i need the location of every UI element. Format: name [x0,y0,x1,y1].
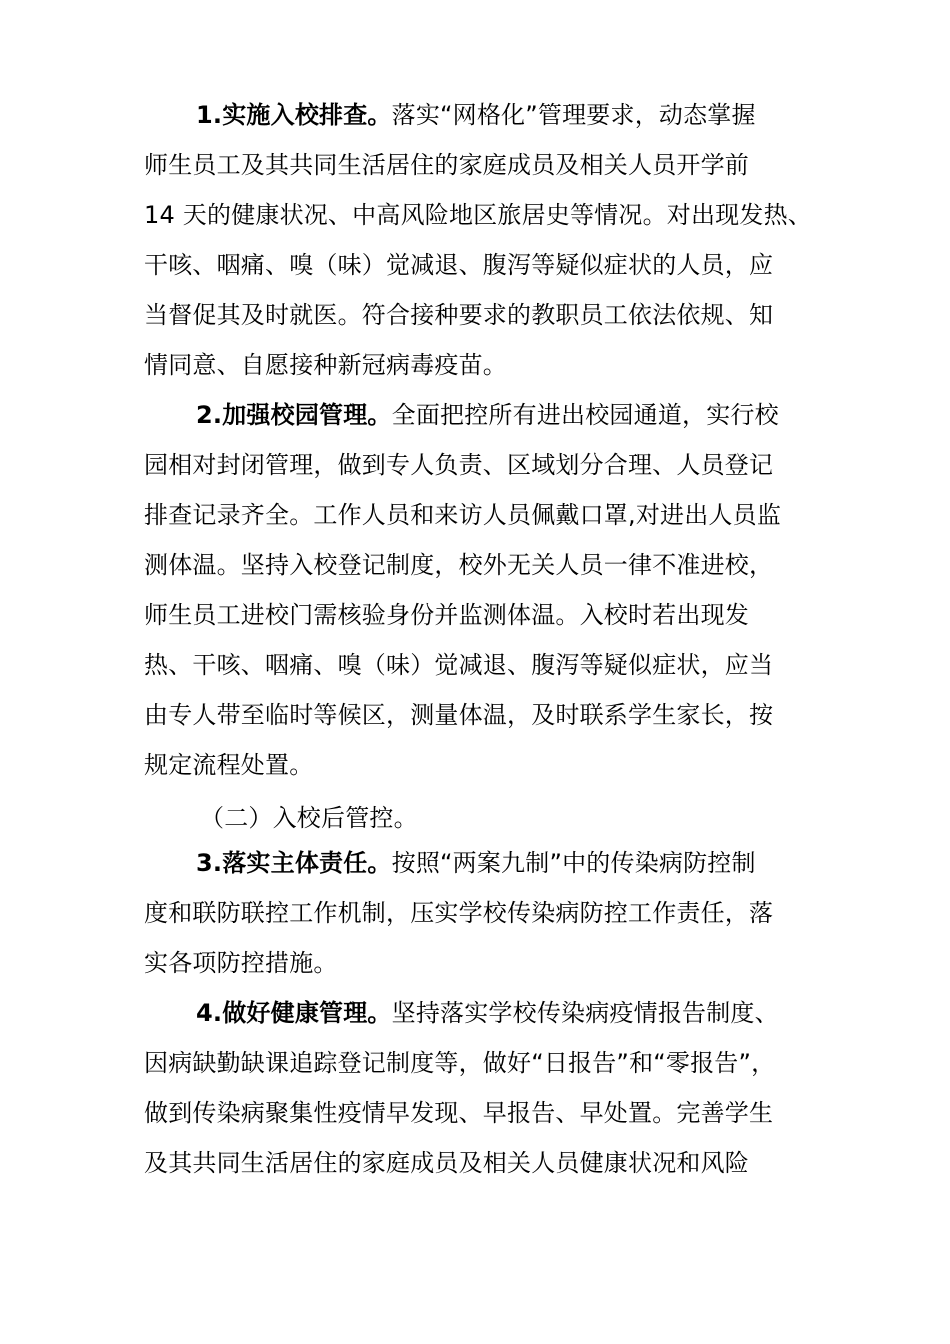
paragraph-2-line-2: 园相对封闭管理，做到专人负责、区域划分合理、人员登记 [144,451,774,479]
paragraph-2-line-8: 规定流程处置。 [144,751,314,779]
section-subheading: （二）入校后管控。 [200,804,418,832]
paragraph-2-text: 全面把控所有进出校园通道，实行校 [391,401,779,429]
paragraph-1-line-3: 14 天的健康状况、中高风险地区旅居史等情况。对出现发热、 [144,201,812,229]
paragraph-4-line-2: 因病缺勤缺课追踪登记制度等，做好“日报告”和“零报告”， [144,1049,776,1077]
paragraph-3-line-1 [196,838,866,888]
paragraph-2-line-7: 由专人带至临时等候区，测量体温，及时联系学生家长，按 [144,701,774,729]
paragraph-2-line-4: 测体温。坚持入校登记制度，校外无关人员一律不准进校， [144,551,774,579]
paragraph-1-heading: 1.实施入校排查。 [196,101,392,129]
paragraph-1-line-6: 情同意、自愿接种新冠病毒疫苗。 [144,351,507,379]
paragraph-1-line-5: 当督促其及时就医。符合接种要求的教职员工依法依规、知 [144,301,774,329]
paragraph-3-text: 按照“两案九制”中的传染病防控制 [391,849,756,877]
paragraph-3-heading: 3.落实主体责任。 [196,849,392,877]
paragraph-2-line-6: 热、干咳、咽痛、嗅（味）觉减退、腹泻等疑似症状，应当 [144,651,774,679]
paragraph-4-line-4: 及其共同生活居住的家庭成员及相关人员健康状况和风险 [144,1149,749,1177]
paragraph-2-heading: 2.加强校园管理。 [196,401,392,429]
paragraph-2-line-3: 排查记录齐全。工作人员和来访人员佩戴口罩,对进出人员监 [144,501,782,529]
paragraph-1-line-1 [196,90,866,140]
paragraph-1-text: 落实“网格化”管理要求，动态掌握 [391,101,756,129]
paragraph-2-line-1 [196,390,866,440]
paragraph-4-heading: 4.做好健康管理。 [196,999,392,1027]
paragraph-3-line-2: 度和联防联控工作机制，压实学校传染病防控工作责任，落 [144,899,774,927]
paragraph-1-line-2: 师生员工及其共同生活居住的家庭成员及相关人员开学前 [144,151,749,179]
paragraph-4-line-1 [196,988,866,1038]
paragraph-2-line-5: 师生员工进校门需核验身份并监测体温。入校时若出现发 [144,601,749,629]
paragraph-3-line-3: 实各项防控措施。 [144,949,338,977]
paragraph-4-text: 坚持落实学校传染病疫情报告制度、 [391,999,779,1027]
paragraph-4-line-3: 做到传染病聚集性疫情早发现、早报告、早处置。完善学生 [144,1099,774,1127]
paragraph-1-line-4: 干咳、咽痛、嗅（味）觉减退、腹泻等疑似症状的人员，应 [144,251,774,279]
